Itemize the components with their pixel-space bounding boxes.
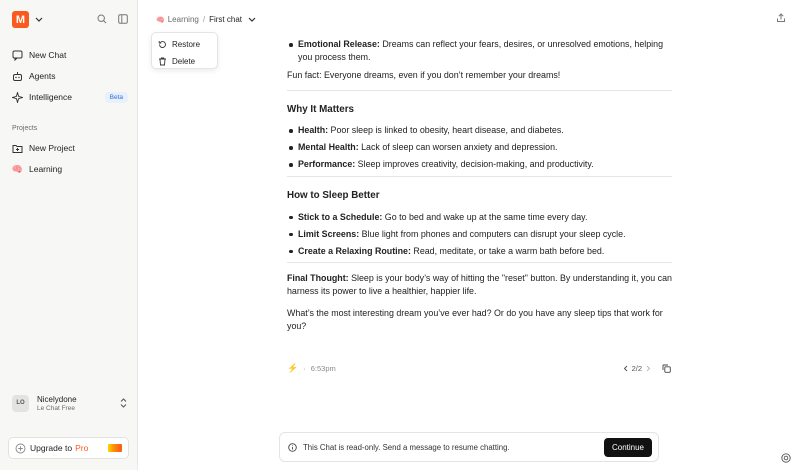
divider: [287, 262, 672, 263]
sidebar-item-intelligence[interactable]: [12, 88, 128, 106]
plus-circle-icon: [15, 443, 26, 454]
section-title: How to Sleep Better: [287, 189, 380, 201]
brain-icon: 🧠: [11, 163, 24, 174]
restore-icon: [158, 40, 167, 49]
sidebar-item-new-project[interactable]: [12, 139, 128, 157]
bullet-text: Poor sleep is linked to obesity, heart disease, and diabetes.: [328, 125, 564, 136]
upgrade-label: Upgrade to: [30, 443, 73, 453]
user-name: Nicelydone: [37, 394, 77, 404]
chevron-left-icon[interactable]: [623, 365, 628, 372]
trash-icon: [158, 57, 167, 66]
copy-icon[interactable]: [661, 363, 672, 374]
sidebar-item-label: New Project: [29, 143, 75, 153]
sidebar-item-label: Learning: [29, 164, 63, 174]
bullet-text: Sleep improves creativity, decision-making, and productivity.: [355, 159, 594, 170]
list-item: [287, 158, 672, 171]
sidebar-item-agents[interactable]: [12, 67, 128, 85]
help-icon[interactable]: [780, 452, 791, 463]
list-item: [287, 228, 672, 241]
bullet-bold: Stick to a Schedule:: [298, 211, 383, 222]
list-item: [287, 211, 672, 224]
bullet-bold: Mental Health:: [298, 142, 359, 153]
bullet-text: Go to bed and wake up at the same time every day.: [382, 211, 588, 222]
sidebar-item-label: Agents: [29, 71, 56, 81]
pro-label: Pro: [75, 443, 89, 453]
response-pager: [623, 364, 651, 373]
chevron-up-down-icon[interactable]: [118, 397, 128, 409]
final-thought: [287, 272, 672, 297]
menu-item-label: Restore: [172, 39, 201, 49]
list-item: [287, 38, 672, 63]
bullet-bold: Create a Relaxing Routine:: [298, 245, 411, 256]
breadcrumb-separator: /: [202, 15, 206, 24]
chat-title[interactable]: First chat: [209, 15, 242, 24]
continue-button[interactable]: Continue: [604, 438, 652, 457]
read-only-banner: [279, 432, 659, 462]
pager-count: 2/2: [631, 363, 642, 373]
bullet-bold: Limit Screens:: [298, 228, 360, 239]
logo-icon[interactable]: [12, 11, 29, 28]
list-item: [287, 124, 672, 137]
bullet-text: Lack of sleep can worsen anxiety and depression.: [358, 142, 558, 153]
bullet-bold: Performance:: [298, 159, 356, 170]
user-plan: Le Chat Free: [37, 404, 75, 412]
chevron-right-icon[interactable]: [646, 365, 651, 372]
user-profile[interactable]: [12, 393, 128, 413]
menu-item-restore[interactable]: [152, 36, 217, 52]
sidebar: [0, 0, 138, 470]
projects-section-label: Projects: [12, 125, 38, 132]
breadcrumb: [156, 13, 256, 26]
lightning-icon: ⚡: [287, 362, 299, 373]
robot-icon: [12, 71, 23, 82]
workspace-chevron-down-icon[interactable]: [33, 12, 45, 26]
sidebar-item-learning[interactable]: [12, 160, 128, 178]
brand-stripe-icon: [108, 444, 122, 452]
breadcrumb-parent[interactable]: Learning: [167, 15, 199, 24]
list-item: [287, 141, 672, 154]
beta-badge: Beta: [105, 92, 128, 103]
info-icon: [288, 443, 297, 452]
divider: [287, 90, 672, 91]
meta-separator: ·: [303, 363, 306, 373]
folder-plus-icon: [12, 143, 23, 154]
message-time: 6:53pm: [310, 363, 336, 373]
menu-item-label: Delete: [172, 56, 196, 66]
sidebar-item-label: Intelligence: [29, 92, 73, 102]
sidebar-item-new-chat[interactable]: [12, 46, 128, 64]
share-icon[interactable]: [774, 11, 788, 25]
final-thought-text: Sleep is your body’s way of hitting the "reset" button. By understanding it, you can harness its power to live a healthier, happier life.: [287, 273, 672, 296]
bullet-bold: Health:: [298, 125, 329, 136]
fun-fact: Fun fact: Everyone dreams, even if you don’t remember your dreams!: [287, 70, 561, 81]
message-meta: [287, 362, 672, 374]
section-title: Why It Matters: [287, 103, 354, 115]
sparkle-icon: [12, 92, 23, 103]
list-item: [287, 245, 672, 258]
read-only-message: This Chat is read-only. Send a message to resume chatting.: [303, 442, 510, 452]
sidebar-item-label: New Chat: [29, 50, 67, 60]
search-icon[interactable]: [95, 12, 109, 26]
bullet-text: Read, meditate, or take a warm bath before bed.: [410, 245, 605, 256]
logo-letter: M: [15, 13, 26, 26]
bullet-bold: Emotional Release:: [298, 39, 380, 49]
chat-options-menu: [151, 32, 218, 69]
assistant-message: [287, 38, 672, 332]
menu-item-delete[interactable]: [152, 53, 217, 69]
toggle-sidebar-icon[interactable]: [116, 12, 130, 26]
divider: [287, 176, 672, 177]
chevron-down-icon[interactable]: [248, 17, 256, 22]
bullet-text: Dreams can reflect your fears, desires, or unresolved emotions, helping you process them.: [298, 39, 664, 62]
closing-question: What’s the most interesting dream you’ve ever had? Or do you have any sleep tips that work for you?: [287, 308, 663, 331]
upgrade-to-pro-button[interactable]: [8, 437, 129, 459]
avatar: LO: [12, 395, 29, 412]
bullet-text: Blue light from phones and computers can disrupt your sleep cycle.: [359, 228, 626, 239]
brain-icon: 🧠: [156, 16, 165, 24]
chat-icon: [12, 50, 23, 61]
final-thought-bold: Final Thought:: [287, 273, 349, 284]
